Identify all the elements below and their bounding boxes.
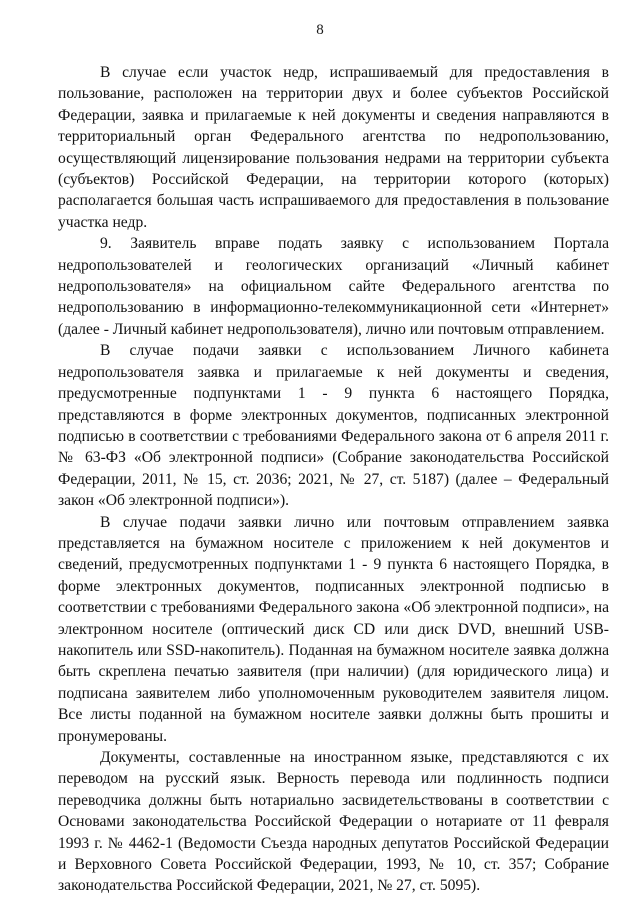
document-body [58, 62, 609, 897]
paragraph-foreign-language-documents: Документы, составленные на иностранном языке, представляются с их переводом на русский язык. Верность перевода или подлинность подписи переводчика должны быть нотариально засвидетельствованы в соответствии с Основами законодательства Российской Федерации о нотариате от 11 февраля 1993 г. № 4462-1 (Ведомости Съезда народных депутатов Российской Федерации и Верховного Совета Российской Федерации, 1993, № 10, ст. 357; Собрание законодательства Российской Федерации, 2021, № 27, ст. 5095). [58, 749, 609, 895]
page-number: 8 [316, 22, 324, 38]
paragraph-clause-9-submission-methods: 9. Заявитель вправе подать заявку с использованием Портала недропользователей и геологических организаций «Личный кабинет недропользователя» на официальном сайте Федерального агентства по недропользованию в информационно-телекоммуникационной сети «Интернет» (далее - Личный кабинет недропользователя), лично или почтовым отправлением. [58, 235, 609, 338]
paragraph-paper-submission: В случае подачи заявки лично или почтовым отправлением заявка представляется на бумажном носителе с приложением к ней документов и сведений, предусмотренных подпунктами 1 - 9 пункта 6 настоящего Порядка, в форме электронных документов, подписанных электронной подписью в соответствии с требованиями Федерального закона «Об электронной подписи», на электронном носителе (оптический диск CD или диск DVD, внешний USB-накопитель или SSD-накопитель). Поданная на бумажном носителе заявка должна быть скреплена печатью заявителя (при наличии) (для юридического лица) и подписана заявителем либо уполномоченным руководителем заявителя лицом. Все листы поданной на бумажном носителе заявки должны быть прошиты и пронумерованы. [58, 513, 609, 745]
paragraph-personal-cabinet-submission: В случае подачи заявки с использованием Личного кабинета недропользователя заявка и прилагаемые к ней документы и сведения, предусмотренные подпунктами 1 - 9 пункта 6 настоящего Порядка, представляются в форме электронных документов, подписанных электронной подписью в соответствии с требованиями Федерального закона от 6 апреля 2011 г. № 63-ФЗ «Об электронной подписи» (Собрание законодательства Российской Федерации, 2011, № 15, ст. 2036; 2021, № 27, ст. 5187) (далее – Федеральный закон «Об электронной подписи»). [58, 342, 609, 510]
paragraph-multi-region-application: В случае если участок недр, испрашиваемый для предоставления в пользование, расположен на территории двух и более субъектов Российской Федерации, заявка и прилагаемые к ней документы и сведения направляются в территориальный орган Федерального агентства по недропользованию, осуществляющий лицензирование пользования недрами на территории субъекта (субъектов) Российской Федерации, на территории которого (которых) располагается большая часть испрашиваемого для предоставления в пользование участка недр. [58, 64, 609, 231]
